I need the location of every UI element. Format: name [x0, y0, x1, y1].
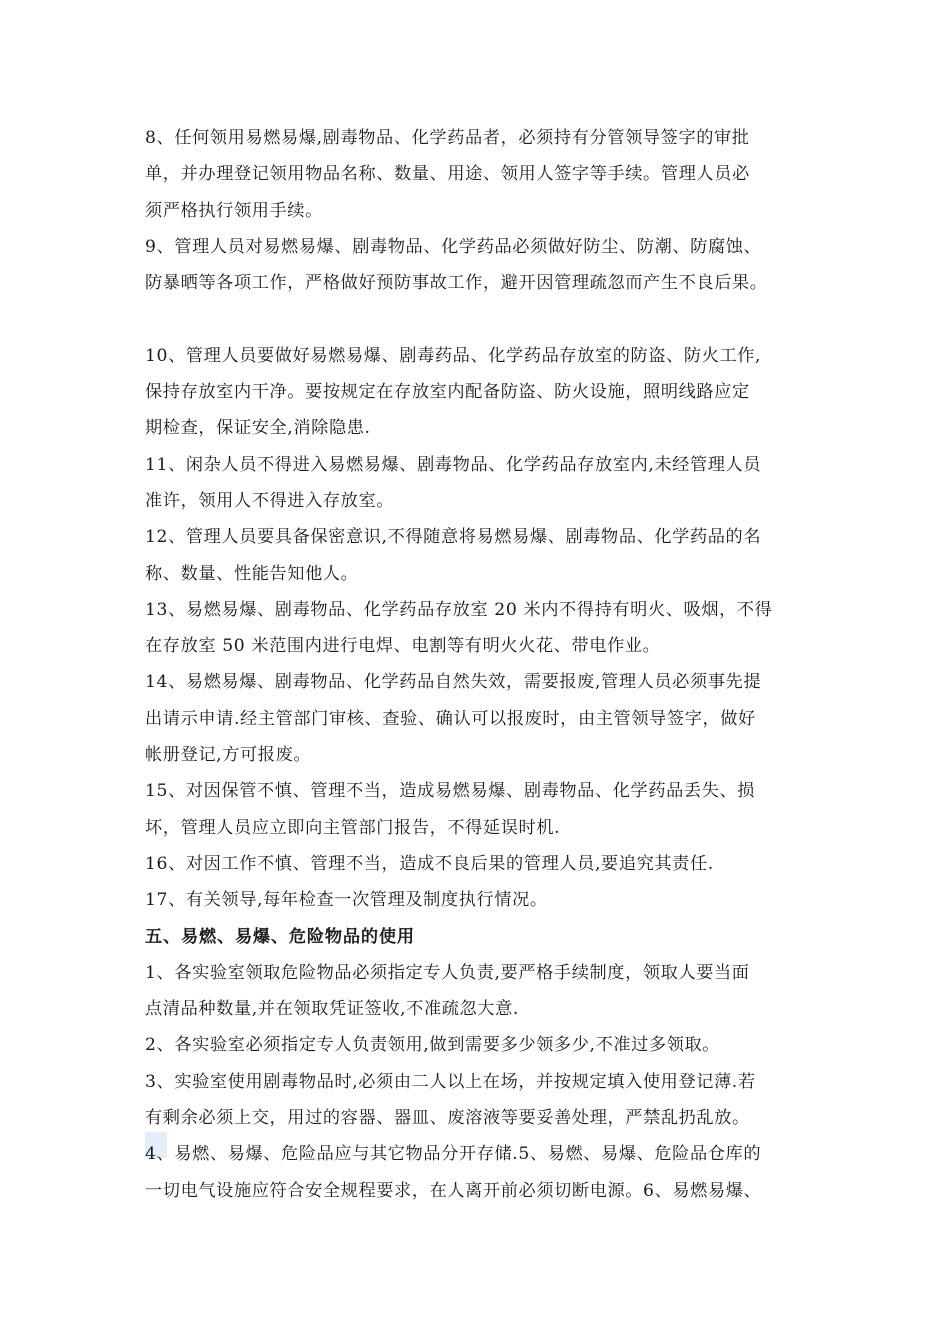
- text-line: 防暴晒等各项工作，严格做好预防事故工作，避开因管理疏忽而产生不良后果。: [145, 273, 768, 294]
- blank-line: [145, 301, 815, 337]
- text-line: 有剩余必须上交，用过的容器、器皿、废溶液等要妥善处理，严禁乱扔乱放。: [145, 1108, 750, 1129]
- text-line: 称、数量、性能告知他人。: [145, 563, 359, 584]
- text-line: 4、易燃、易爆、危险品应与其它物品分开存储.5、易燃、易爆、危险品仓库的: [145, 1144, 762, 1165]
- text-line: 帐册登记,方可报废。: [145, 745, 312, 766]
- text-line: 1、各实验室领取危险物品必须指定专人负责,要严格手续制度，领取人要当面: [145, 962, 750, 983]
- paragraph-item-8-9: [145, 120, 815, 301]
- text-line: 须严格执行领用手续。: [145, 200, 323, 221]
- text-line: 12、管理人员要具备保密意识,不得随意将易燃易爆、剧毒物品、化学药品的名: [145, 527, 762, 548]
- text-line: 3、实验室使用剧毒物品时,必须由二人以上在场，并按规定填入使用登记薄.若: [145, 1071, 756, 1092]
- text-line: 14、易燃易爆、剧毒物品、化学药品自然失效，需要报废,管理人员必须事先提: [145, 672, 762, 693]
- text-line: 17、有关领导,每年检查一次管理及制度执行情况。: [145, 890, 548, 911]
- text-line: 9、管理人员对易燃易爆、剧毒物品、化学药品必须做好防尘、防潮、防腐蚀、: [145, 236, 762, 257]
- text-line: 期检查，保证安全,消除隐患.: [145, 418, 371, 439]
- section-heading: 五、易燃、易爆、危险物品的使用: [145, 926, 415, 947]
- text-line: 一切电气设施应符合安全规程要求，在人离开前必须切断电源。6、易燃易爆、: [145, 1180, 762, 1201]
- paragraph-items-10-17: [145, 338, 815, 919]
- text-line: 13、易燃易爆、剧毒物品、化学药品存放室 20 米内不得持有明火、吸烟，不得: [145, 599, 773, 620]
- text-line: 11、闲杂人员不得进入易燃易爆、剧毒物品、化学药品存放室内,未经管理人员: [145, 454, 762, 475]
- document-page: [145, 120, 815, 1209]
- text-line: 15、对因保管不慎、管理不当，造成易燃易爆、剧毒物品、化学药品丢失、损: [145, 781, 756, 802]
- text-line: 准许，领用人不得进入存放室。: [145, 490, 395, 511]
- text-line: 保持存放室内干净。要按规定在存放室内配备防盗、防火设施，照明线路应定: [145, 382, 750, 403]
- text-line: 10、管理人员要做好易燃易爆、剧毒药品、化学药品存放室的防盗、防火工作,: [145, 345, 762, 366]
- text-line: 点清品种数量,并在领取凭证签收,不准疏忽大意.: [145, 999, 519, 1020]
- text-line: 在存放室 50 米范围内进行电焊、电割等有明火火花、带电作业。: [145, 636, 661, 657]
- paragraph-section-5: [145, 955, 815, 1209]
- text-line: 8、任何领用易燃易爆,剧毒物品、化学药品者，必须持有分管领导签字的审批: [145, 128, 750, 148]
- text-line: 坏，管理人员应立即向主管部门报告，不得延误时机.: [145, 817, 561, 838]
- text-line: 单，并办理登记领用物品名称、数量、用途、领用人签字等手续。管理人员必: [145, 164, 750, 185]
- text-line: 出请示申请.经主管部门审核、查验、确认可以报废时，由主管领导签字，做好: [145, 708, 756, 729]
- text-line: 16、对因工作不慎、管理不当，造成不良后果的管理人员,要追究其责任.: [145, 853, 714, 874]
- text-line: 2、各实验室必须指定专人负责领用,做到需要多少领多少,不准过多领取。: [145, 1035, 721, 1056]
